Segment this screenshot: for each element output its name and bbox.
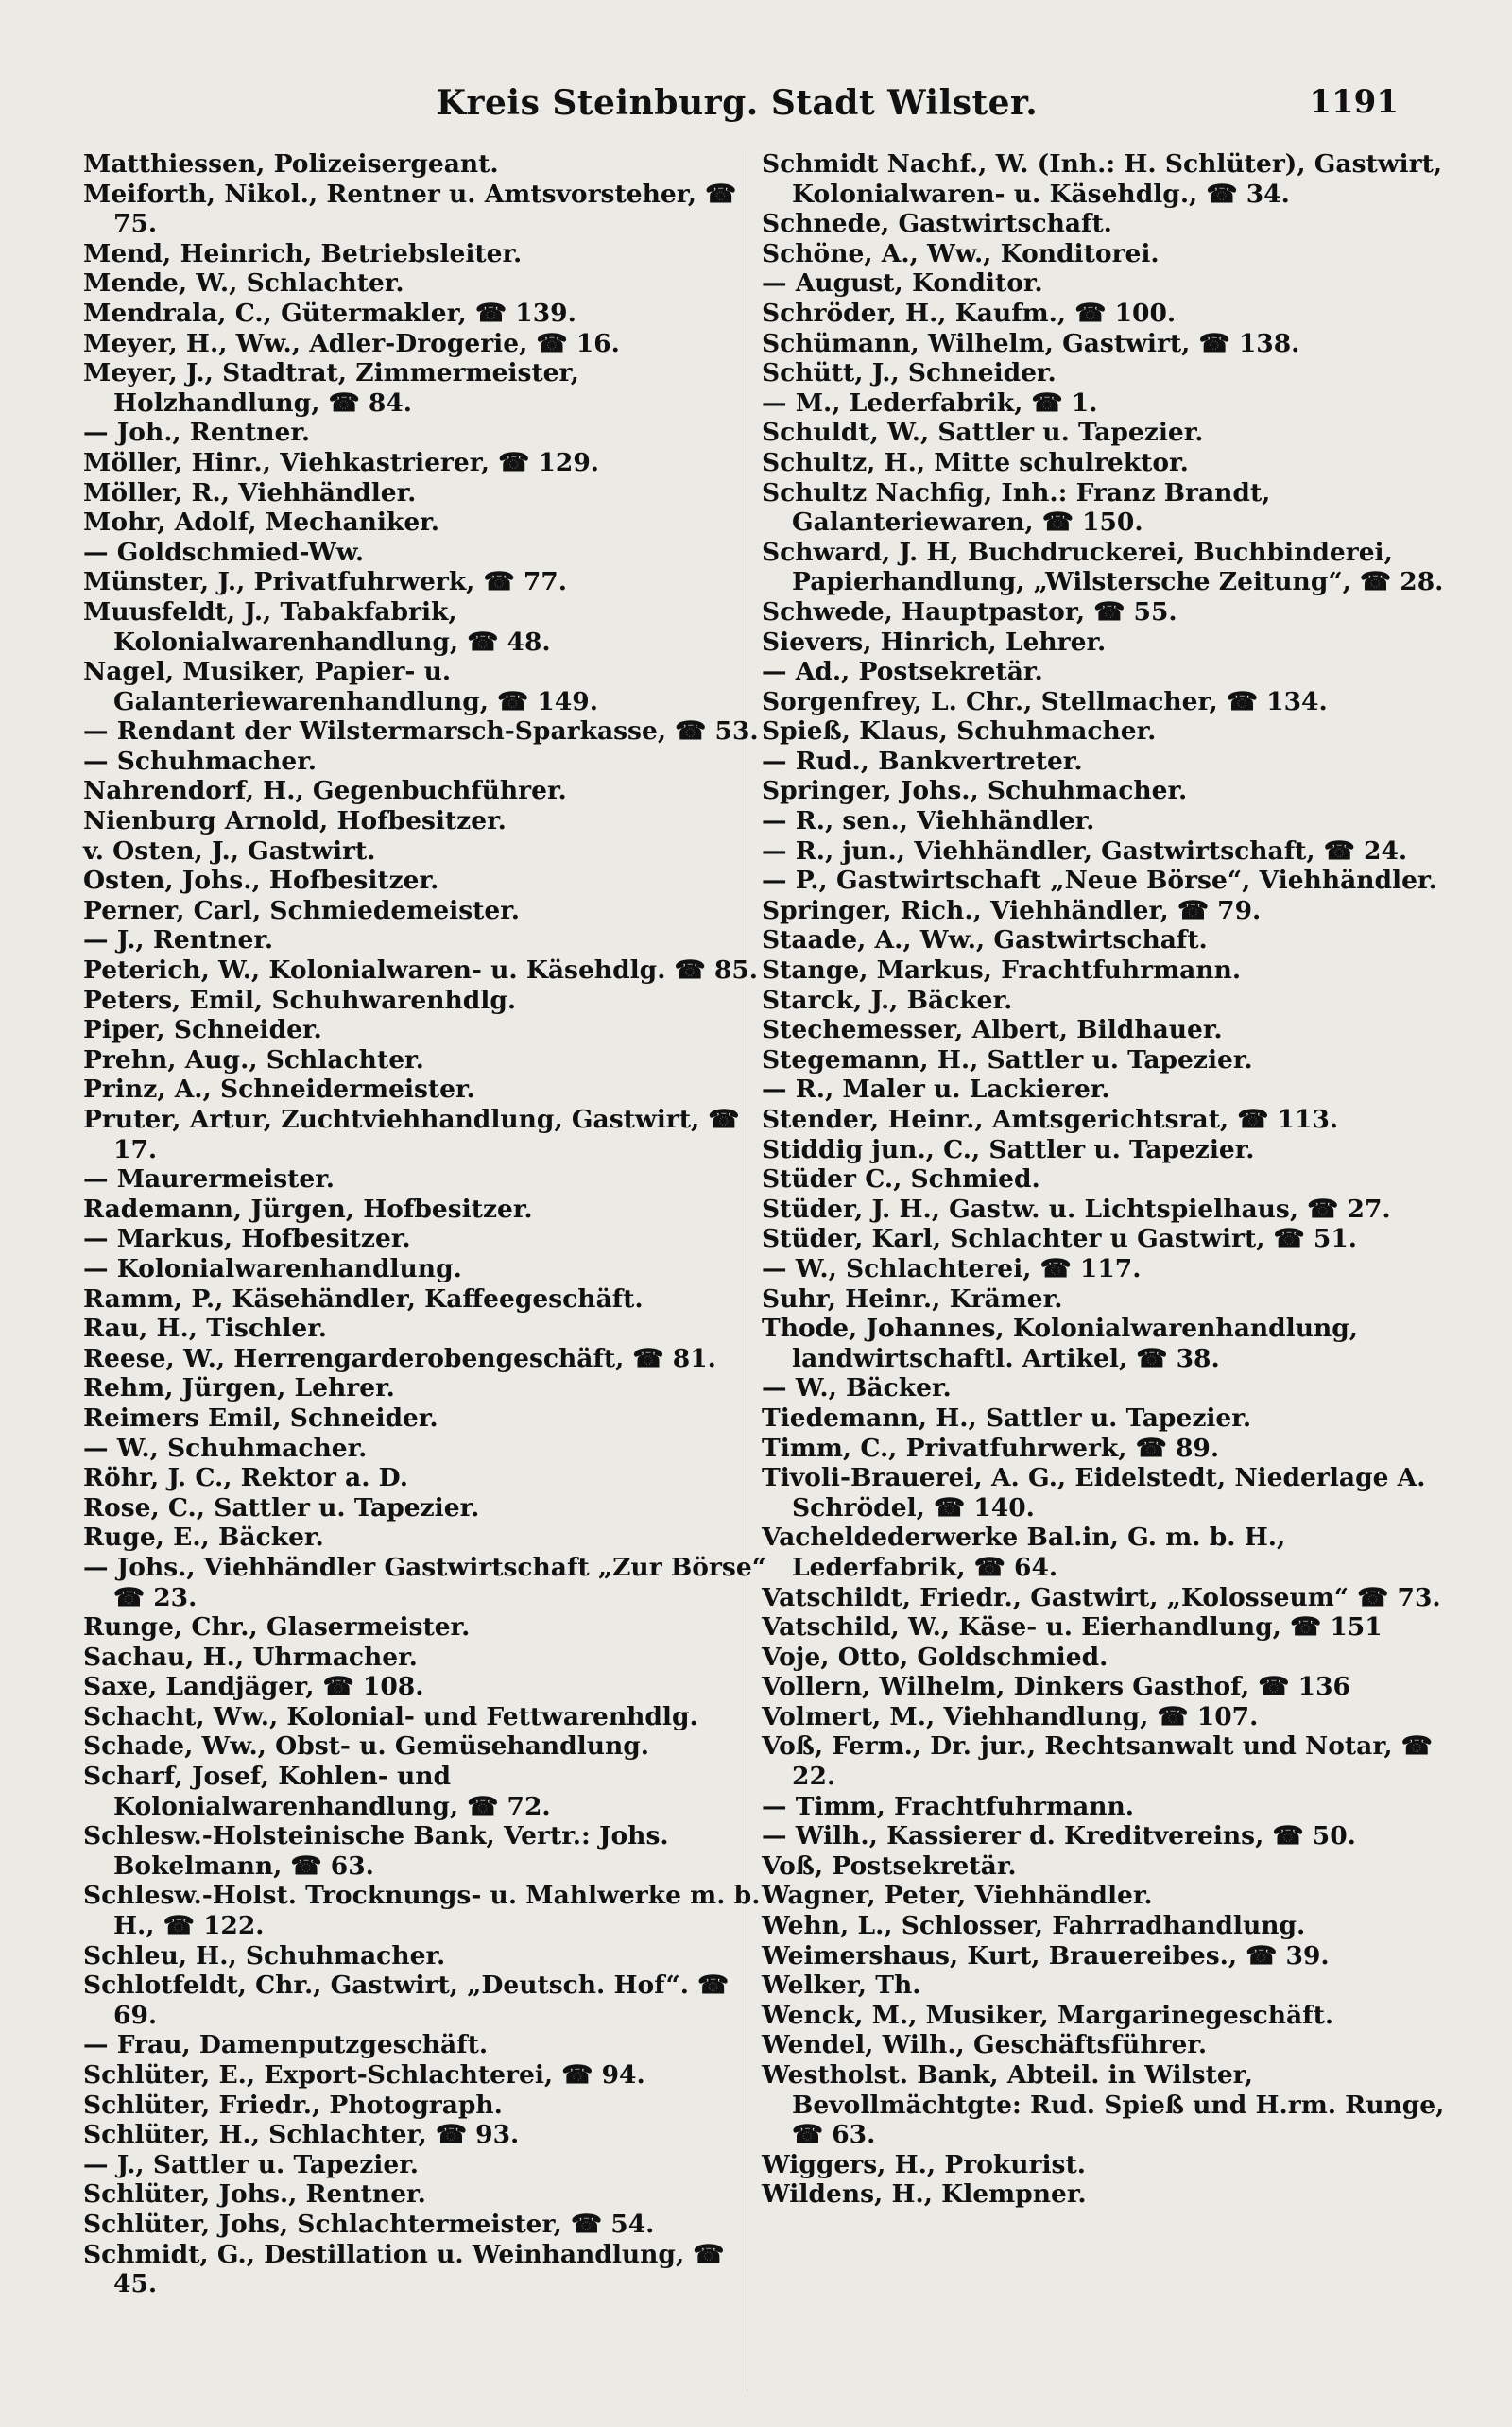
directory-entry: Wildens, H., Klempner.	[762, 2179, 1087, 2210]
directory-entry: Peterich, W., Kolonialwaren- u. Käsehdlg. ☎ 85.	[83, 955, 758, 986]
directory-entry: — J., Sattler u. Tapezier.	[83, 2149, 419, 2179]
directory-entry: v. Osten, J., Gastwirt.	[83, 835, 376, 866]
directory-entry: Nahrendorf, H., Gegenbuchführer.	[83, 776, 567, 806]
directory-entry: Vacheldederwerke Bal.in, G. m. b. H., Lederfabrik, ☎ 64.	[762, 1523, 1286, 1582]
directory-entry: — August, Konditor.	[762, 268, 1043, 299]
directory-entry: Spieß, Klaus, Schuhmacher.	[762, 716, 1157, 747]
directory-entry: Münster, J., Privatfuhrwerk, ☎ 77.	[83, 567, 567, 597]
directory-entry: Rau, H., Tischler.	[83, 1314, 328, 1344]
directory-entry: — P., Gastwirtschaft „Neue Börse“, Viehhändler.	[762, 866, 1437, 896]
directory-entry: Sachau, H., Uhrmacher.	[83, 1642, 418, 1672]
directory-entry: — R., sen., Viehhändler.	[762, 806, 1095, 836]
directory-entry: Schlüter, H., Schlachter, ☎ 93.	[83, 2120, 520, 2150]
directory-entry: Ruge, E., Bäcker.	[83, 1523, 324, 1553]
directory-entry: Wiggers, H., Prokurist.	[762, 2149, 1086, 2179]
directory-entry: — Wilh., Kassierer d. Kreditvereins, ☎ 50.	[762, 1821, 1356, 1851]
directory-entry: Rademann, Jürgen, Hofbesitzer.	[83, 1194, 533, 1224]
directory-entry: Stange, Markus, Frachtfuhrmann.	[762, 955, 1242, 986]
right-column	[762, 149, 1452, 2210]
directory-entry: Nienburg Arnold, Hofbesitzer.	[83, 806, 507, 836]
directory-entry: Matthiessen, Polizeisergeant.	[83, 149, 499, 179]
directory-entry: Meiforth, Nikol., Rentner u. Amtsvorsteher, ☎ 75.	[83, 179, 737, 239]
directory-entry: Stechemesser, Albert, Bildhauer.	[762, 1015, 1223, 1045]
directory-entry: Möller, R., Viehhändler.	[83, 477, 417, 508]
directory-entry: Stüder, Karl, Schlachter u Gastwirt, ☎ 51.	[762, 1224, 1357, 1254]
directory-entry: Sorgenfrey, L. Chr., Stellmacher, ☎ 134.	[762, 686, 1328, 716]
directory-entry: Schnede, Gastwirtschaft.	[762, 209, 1112, 239]
directory-entry: Springer, Johs., Schuhmacher.	[762, 776, 1188, 806]
directory-entry: Welker, Th.	[762, 1971, 921, 2001]
directory-entry: Scharf, Josef, Kohlen- und Kolonialwarenhandlung, ☎ 72.	[83, 1762, 551, 1821]
directory-entry: Schümann, Wilhelm, Gastwirt, ☎ 138.	[762, 328, 1300, 358]
directory-entry: — Ad., Postsekretär.	[762, 657, 1043, 687]
directory-entry: Weimershaus, Kurt, Brauereibes., ☎ 39.	[762, 1940, 1330, 1971]
page-header	[76, 83, 1399, 127]
directory-entry: — R., Maler u. Lackierer.	[762, 1075, 1110, 1105]
directory-entry: Tiedemann, H., Sattler u. Tapezier.	[762, 1403, 1252, 1433]
directory-entry: — Maurermeister.	[83, 1164, 335, 1195]
directory-entry: Schlotfeldt, Chr., Gastwirt, „Deutsch. Hof“. ☎ 69.	[83, 1971, 730, 2030]
directory-entry: Stegemann, H., Sattler u. Tapezier.	[762, 1044, 1253, 1075]
directory-entry: Perner, Carl, Schmiedemeister.	[83, 895, 521, 925]
directory-entry: Schleu, H., Schuhmacher.	[83, 1940, 446, 1971]
directory-entry: Stiddig jun., C., Sattler u. Tapezier.	[762, 1134, 1255, 1164]
directory-entry: Mende, W., Schlachter.	[83, 268, 404, 299]
directory-entry: Pruter, Artur, Zuchtviehhandlung, Gastwirt, ☎ 17.	[83, 1105, 740, 1164]
directory-entry: Voje, Otto, Goldschmied.	[762, 1642, 1108, 1672]
directory-entry: — Kolonialwarenhandlung.	[83, 1253, 462, 1283]
directory-entry: Schöne, A., Ww., Konditorei.	[762, 238, 1160, 268]
directory-entry: Schlüter, Johs, Schlachtermeister, ☎ 54.	[83, 2209, 655, 2239]
directory-entry: — Timm, Frachtfuhrmann.	[762, 1791, 1135, 1821]
directory-entry: Mend, Heinrich, Betriebsleiter.	[83, 238, 523, 268]
directory-entry: Schwede, Hauptpastor, ☎ 55.	[762, 596, 1177, 627]
running-title: Kreis Steinburg. Stadt Wilster.	[436, 83, 1039, 123]
directory-entry: Möller, Hinr., Viehkastrierer, ☎ 129.	[83, 447, 600, 477]
directory-entry: Thode, Johannes, Kolonialwarenhandlung, landwirtschaftl. Artikel, ☎ 38.	[762, 1314, 1359, 1373]
directory-entry: Prinz, A., Schneidermeister.	[83, 1075, 475, 1105]
directory-entry: Wenck, M., Musiker, Margarinegeschäft.	[762, 2000, 1334, 2030]
directory-entry: Prehn, Aug., Schlachter.	[83, 1044, 424, 1075]
directory-entry: Meyer, H., Ww., Adler-Drogerie, ☎ 16.	[83, 328, 620, 358]
directory-entry: Muusfeldt, J., Tabakfabrik, Kolonialwarenhandlung, ☎ 48.	[83, 596, 551, 657]
directory-entry: Schultz Nachfig, Inh.: Franz Brandt, Galanteriewaren, ☎ 150.	[762, 477, 1271, 538]
directory-entry: Stender, Heinr., Amtsgerichtsrat, ☎ 113.	[762, 1105, 1339, 1134]
directory-entry: Schmidt Nachf., W. (Inh.: H. Schlüter), Gastwirt, Kolonialwaren- u. Käsehdlg., ☎ 34.	[762, 149, 1443, 209]
directory-entry: Schultz, H., Mitte schulrektor.	[762, 447, 1189, 477]
directory-entry: — J., Rentner.	[83, 925, 274, 955]
directory-entry: Wendel, Wilh., Geschäftsführer.	[762, 2030, 1208, 2060]
directory-entry: Voß, Postsekretär.	[762, 1850, 1017, 1881]
directory-entry: Reimers Emil, Schneider.	[83, 1403, 438, 1433]
directory-entry: — M., Lederfabrik, ☎ 1.	[762, 387, 1098, 418]
directory-entry: Volmert, M., Viehhandlung, ☎ 107.	[762, 1701, 1259, 1731]
directory-entry: Schütt, J., Schneider.	[762, 358, 1057, 388]
directory-entry: — W., Bäcker.	[762, 1373, 952, 1403]
directory-entry: Tivoli-Brauerei, A. G., Eidelstedt, Niederlage A. Schrödel, ☎ 140.	[762, 1463, 1426, 1523]
directory-entry: Rose, C., Sattler u. Tapezier.	[83, 1492, 480, 1523]
directory-entry: — Markus, Hofbesitzer.	[83, 1224, 411, 1254]
directory-entry: Rehm, Jürgen, Lehrer.	[83, 1373, 395, 1403]
directory-entry: Schmidt, G., Destillation u. Weinhandlung, ☎ 45.	[83, 2239, 725, 2299]
directory-entry: Wagner, Peter, Viehhändler.	[762, 1881, 1153, 1911]
directory-entry: Schuldt, W., Sattler u. Tapezier.	[762, 418, 1204, 448]
directory-entry: Springer, Rich., Viehhändler, ☎ 79.	[762, 895, 1262, 925]
directory-entry: — Joh., Rentner.	[83, 418, 311, 448]
directory-entry: Saxe, Landjäger, ☎ 108.	[83, 1672, 424, 1702]
directory-entry: — Johs., Viehhändler Gastwirtschaft „Zur Börse“ ☎ 23.	[83, 1552, 766, 1612]
directory-entry: Vollern, Wilhelm, Dinkers Gasthof, ☎ 136	[762, 1672, 1350, 1702]
directory-entry: Mohr, Adolf, Mechaniker.	[83, 508, 439, 538]
directory-entry: Wehn, L., Schlosser, Fahrradhandlung.	[762, 1911, 1306, 1941]
directory-entry: Schröder, H., Kaufm., ☎ 100.	[762, 298, 1177, 328]
directory-entry: Sievers, Hinrich, Lehrer.	[762, 627, 1107, 657]
directory-entry: Reese, W., Herrengarderobengeschäft, ☎ 81.	[83, 1343, 716, 1373]
directory-entry: Vatschild, W., Käse- u. Eierhandlung, ☎ 151	[762, 1612, 1383, 1643]
directory-entry: — R., jun., Viehhändler, Gastwirtschaft, ☎ 24.	[762, 835, 1408, 866]
directory-entry: Schlüter, Johs., Rentner.	[83, 2179, 426, 2210]
directory-entry: Schlüter, E., Export-Schlachterei, ☎ 94.	[83, 2060, 645, 2090]
directory-entry: Ramm, P., Käsehändler, Kaffeegeschäft.	[83, 1283, 644, 1314]
directory-entry: — Goldschmied-Ww.	[83, 537, 365, 567]
directory-entry: Stüder, J. H., Gastw. u. Lichtspielhaus, ☎ 27.	[762, 1194, 1391, 1224]
directory-entry: Suhr, Heinr., Krämer.	[762, 1283, 1063, 1314]
page-number: 1191	[1309, 83, 1399, 121]
directory-entry: — W., Schlachterei, ☎ 117.	[762, 1253, 1142, 1283]
directory-entry: Voß, Ferm., Dr. jur., Rechtsanwalt und Notar, ☎ 22.	[762, 1731, 1433, 1792]
directory-entry: Schlüter, Friedr., Photograph.	[83, 2090, 503, 2120]
directory-entry: Meyer, J., Stadtrat, Zimmermeister, Holzhandlung, ☎ 84.	[83, 358, 579, 418]
directory-entry: Timm, C., Privatfuhrwerk, ☎ 89.	[762, 1433, 1220, 1463]
directory-entry: Osten, Johs., Hofbesitzer.	[83, 866, 439, 896]
directory-entry: Nagel, Musiker, Papier- u. Galanteriewarenhandlung, ☎ 149.	[83, 657, 598, 716]
directory-entry: Röhr, J. C., Rektor a. D.	[83, 1463, 408, 1493]
directory-entry: — Rud., Bankvertreter.	[762, 746, 1083, 776]
directory-entry: Schacht, Ww., Kolonial- und Fettwarenhdlg.	[83, 1701, 698, 1731]
directory-entry: Stüder C., Schmied.	[762, 1164, 1040, 1195]
directory-entry: — W., Schuhmacher.	[83, 1433, 368, 1463]
directory-entry: Schade, Ww., Obst- u. Gemüsehandlung.	[83, 1731, 650, 1762]
left-column	[83, 149, 773, 2299]
directory-entry: — Frau, Damenputzgeschäft.	[83, 2030, 489, 2060]
directory-entry: — Schuhmacher.	[83, 746, 318, 776]
directory-entry: Schlesw.-Holsteinische Bank, Vertr.: Johs. Bokelmann, ☎ 63.	[83, 1821, 669, 1881]
directory-entry: Piper, Schneider.	[83, 1015, 322, 1045]
directory-entry: Mendrala, C., Gütermakler, ☎ 139.	[83, 298, 576, 328]
directory-entry: Schlesw.-Holst. Trocknungs- u. Mahlwerke m. b. H., ☎ 122.	[83, 1881, 761, 1941]
directory-entry: Schward, J. H, Buchdruckerei, Buchbinderei, Papierhandlung, „Wilstersche Zeitung“, ☎ 28.	[762, 537, 1444, 597]
directory-entry: Starck, J., Bäcker.	[762, 985, 1013, 1015]
directory-entry: Vatschildt, Friedr., Gastwirt, „Kolosseum“ ☎ 73.	[762, 1582, 1441, 1612]
directory-entry: — Rendant der Wilstermarsch-Sparkasse, ☎ 53.	[83, 716, 759, 747]
directory-entry: Runge, Chr., Glasermeister.	[83, 1612, 471, 1643]
directory-entry: Staade, A., Ww., Gastwirtschaft.	[762, 925, 1208, 955]
directory-entry: Westholst. Bank, Abteil. in Wilster, Bevollmächtgte: Rud. Spieß und H.rm. Runge, ☎ 63.	[762, 2060, 1445, 2150]
directory-entry: Peters, Emil, Schuhwarenhdlg.	[83, 985, 517, 1015]
